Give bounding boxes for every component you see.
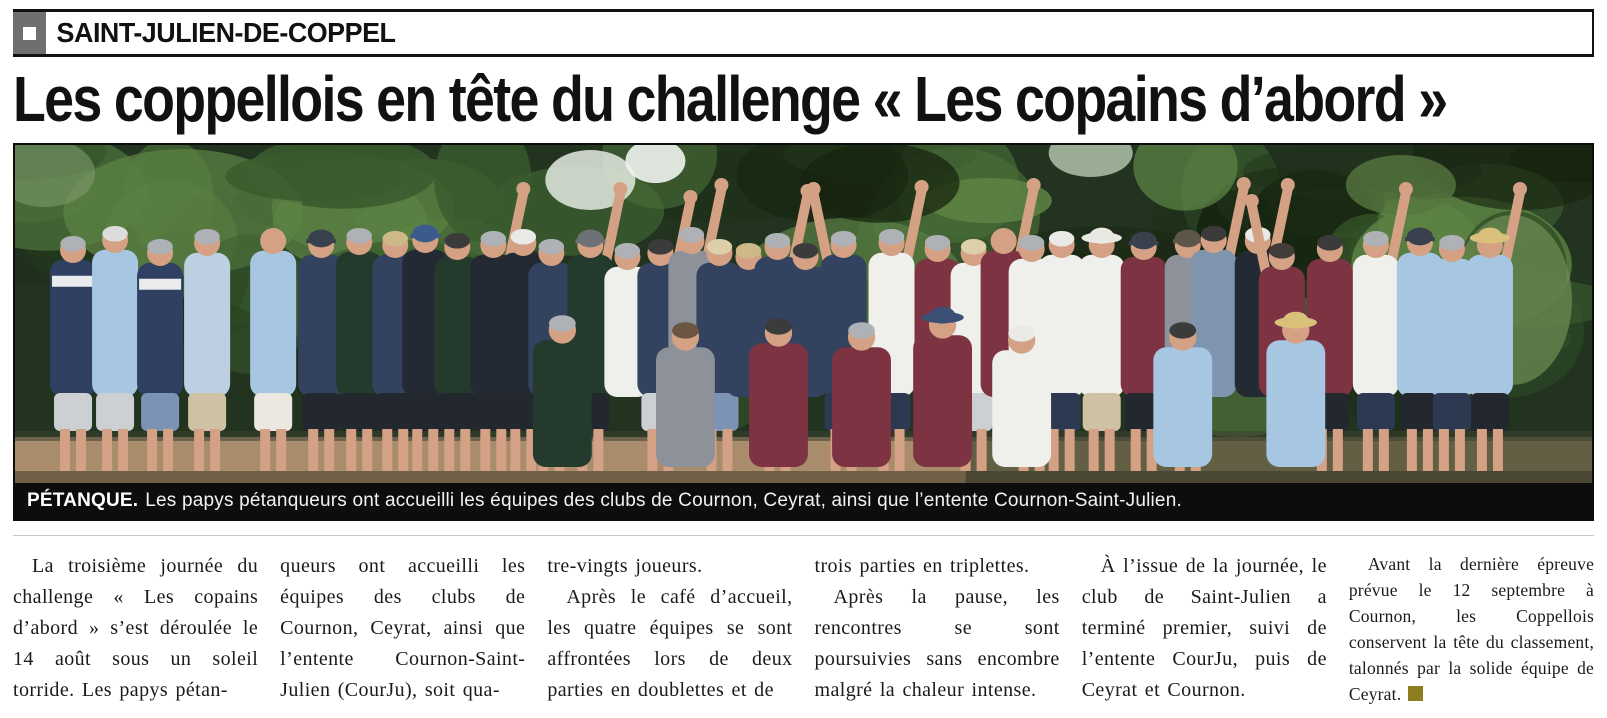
headline — [13, 63, 1594, 135]
article-column-6 — [1349, 551, 1594, 707]
photo-caption — [15, 483, 1592, 519]
end-of-article-mark — [1408, 686, 1423, 701]
paragraph: Avant la dernière épreuve prévue le 12 septembre à Cournon, les Coppellois conservent la tête du classement, talonnés par la solide équipe de Ceyrat. — [1348, 554, 1595, 704]
article-column-5 — [1082, 551, 1327, 707]
caption-text: Les papys pétanqueurs ont accueilli les équipes des clubs de Cournon, Ceyrat, ainsi que l’entente Cournon-Saint-Julien. — [145, 490, 1182, 511]
section-title: SAINT-JULIEN-DE-COPPEL — [56, 17, 396, 48]
caption-topic-label: PÉTANQUE. — [27, 490, 139, 511]
group-photo — [15, 145, 1592, 483]
paragraph: À l’issue de la journée, le club de Saint-Julien a terminé premier, suivi de l’entente CourJu, puis de Ceyrat et Cournon. — [1081, 555, 1327, 701]
headline-text: Les coppellois en tête du challenge « Les copains d’abord » — [13, 63, 1447, 135]
paragraph: Après le café d’accueil, les quatre équipes se sont affrontées lors de deux parties en doublettes et de — [547, 586, 793, 701]
article-column-3 — [547, 551, 792, 707]
paragraph: La troisième journée du challenge « Les copains d’abord » s’est déroulée le 14 août sous un soleil torride. Les papys pétan- — [13, 555, 259, 701]
newspaper-page — [0, 9, 1607, 707]
paragraph: tre-vingts joueurs. — [547, 555, 703, 577]
article-photo-block — [13, 143, 1594, 521]
paragraph: Après la pause, les rencontres se sont poursuivies sans encombre malgré la chaleur intense. — [814, 586, 1060, 701]
section-header — [13, 9, 1594, 57]
section-marker-inner-square — [23, 27, 36, 40]
paragraph: trois parties en triplettes. — [814, 555, 1030, 577]
section-marker-icon — [13, 12, 46, 54]
article-column-2 — [280, 551, 525, 707]
paragraph: queurs ont accueilli les équipes des clubs de Cournon, Ceyrat, ainsi que l’entente Cournon-Saint-Julien (CourJu), soit qua- — [280, 555, 526, 701]
article-body — [13, 535, 1594, 707]
article-column-1 — [13, 551, 258, 707]
group-photo-illustration — [15, 145, 1592, 483]
article-column-4 — [815, 551, 1060, 707]
